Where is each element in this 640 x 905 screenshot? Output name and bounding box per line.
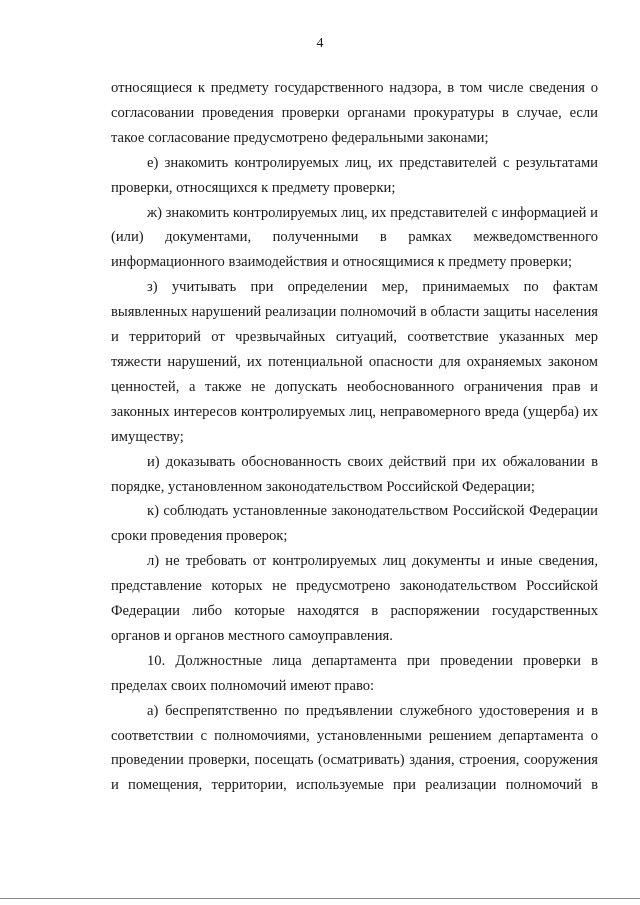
- paragraph-item-k: к) соблюдать установленные законодательством Российской Федерации сроки проведения проверок;: [111, 503, 598, 545]
- scan-bottom-edge: [0, 898, 640, 899]
- paragraph-item-a: а) беспрепятственно по предъявлении служебного удостоверения и в соответствии с полномочиями, установленными решением департамента о проведении проверки, посещать (осматривать) здания, строения, сооружения и помещения, территории, используемые при реализации полномочий в: [111, 702, 598, 794]
- page-number: 4: [316, 36, 324, 51]
- document-body: [111, 76, 598, 798]
- paragraph-clause-10: 10. Должностные лица департамента при проведении проверки в пределах своих полномочий имеют право:: [111, 652, 598, 694]
- paragraph-item-l: л) не требовать от контролируемых лиц документы и иные сведения, представление которых не предусмотрено законодательством Российской Федерации либо которые находятся в распоряжении государственных органов и органов местного самоуправления.: [111, 553, 598, 644]
- paragraph-item-z: з) учитывать при определении мер, принимаемых по фактам выявленных нарушений реализации полномочий в области защиты населения и территорий от чрезвычайных ситуаций, соответствие указанных мер тяжести нарушений, их потенциальной опасности для охраняемых законом ценностей, а также не допускать необоснованного ограничения прав и законных интересов контролируемых лиц, неправомерного вреда (ущерба) их имуществу;: [111, 279, 598, 445]
- paragraph-item-i: и) доказывать обоснованность своих действий при их обжаловании в порядке, установленном законодательством Российской Федерации;: [111, 453, 598, 495]
- paragraph-item-zh: ж) знакомить контролируемых лиц, их представителей с информацией и (или) документами, полученными в рамках межведомственного информационного взаимодействия и относящимися к предмету проверки;: [111, 204, 598, 271]
- paragraph-item-e: е) знакомить контролируемых лиц, их представителей с результатами проверки, относящихся к предмету проверки;: [111, 154, 598, 196]
- paragraph-continuation: относящиеся к предмету государственного надзора, в том числе сведения о согласовании проведения проверки органами прокуратуры в случае, если такое согласование предусмотрено федеральными законами;: [111, 80, 598, 146]
